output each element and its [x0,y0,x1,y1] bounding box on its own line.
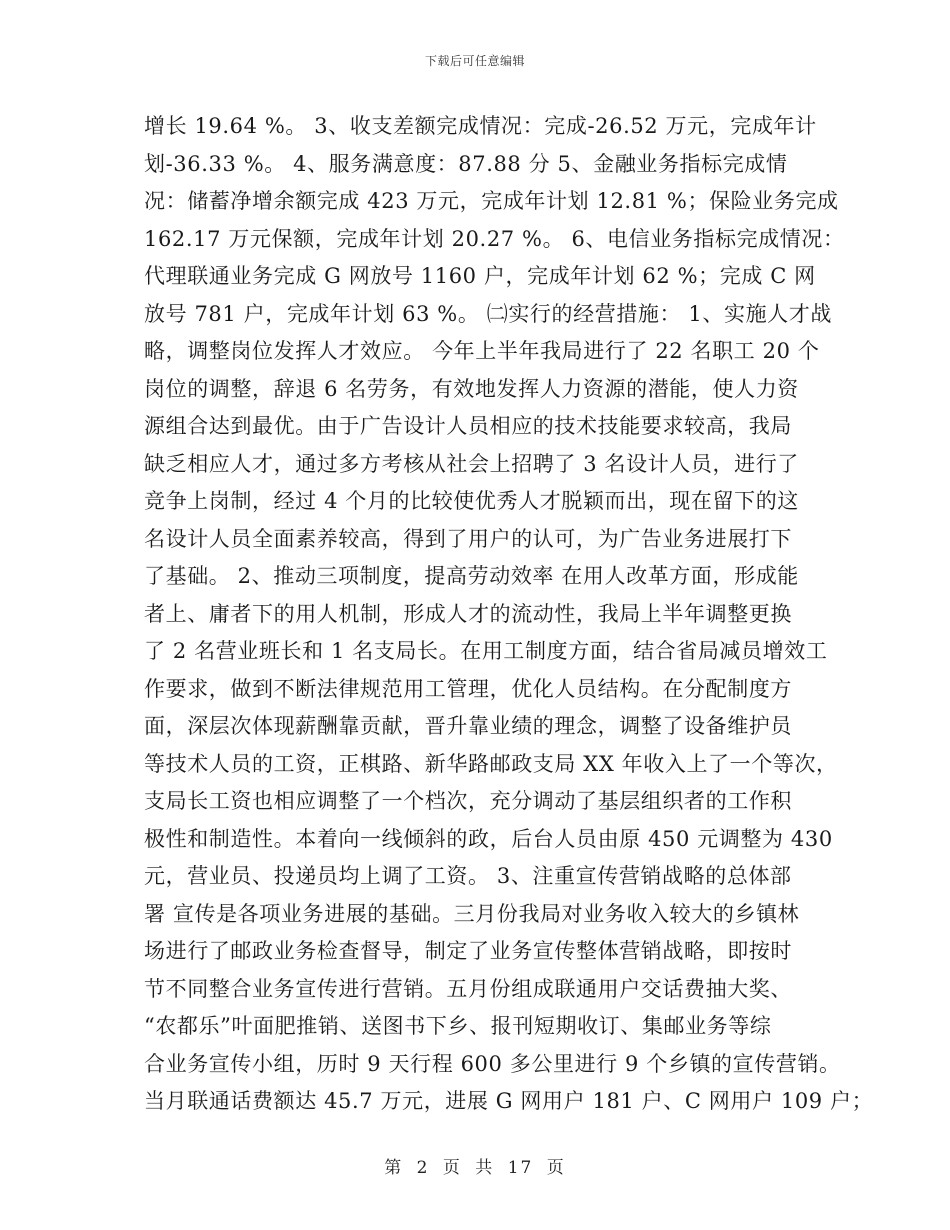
page-header: 下载后可任意编辑 [424,54,525,68]
text-line: 节不同整合业务宣传进行营销。五月份组成联通用户交话费抽大奖、 [144,976,792,1001]
text-line: 作要求，做到不断法律规范用工管理，优化人员结构。在分配制度方 [144,676,792,701]
text-line: 者上、庸者下的用人机制，形成人才的流动性，我局上半年调整更换 [144,601,792,626]
text-line: 合业务宣传小组，历时 9 天行程 600 多公里进行 9 个乡镇的宣传营销。 [144,1051,841,1076]
text-line: 了基础。 2、推动三项制度，提高劳动效率 在用人改革方面，形成能 [144,564,799,588]
text-line: 当月联通话费额达 45.7 万元，进展 G 网用户 181 户、C 网用户 109 户； [144,1089,874,1113]
text-line: “农都乐”叶面肥推销、送图书下乡、报刊短期收订、集邮业务等综 [144,1014,772,1038]
text-line: 署 宣传是各项业务进展的基础。三月份我局对业务收入较大的乡镇林 [144,901,800,926]
text-line: 竞争上岗制，经过 4 个月的比较使优秀人才脱颖而出，现在留下的这 [144,489,799,513]
page-number-footer: 第 2 页 共 17 页 [384,1158,566,1178]
document-body [144,108,874,1121]
text-line: 划-36.33 %。 4、服务满意度：87.88 分 5、金融业务指标完成情 [144,151,788,176]
text-line: 名设计人员全面素养较高，得到了用户的认可，为广告业务进展打下 [144,526,792,551]
text-line: 岗位的调整，辞退 6 名劳务，有效地发挥人力资源的潜能，使人力资 [144,376,799,401]
text-line: 场进行了邮政业务检查督导，制定了业务宣传整体营销战略，即按时 [144,939,792,963]
text-line: 代理联通业务完成 G 网放号 1160 户，完成年计划 62 %；完成 C 网 [144,264,816,288]
text-line: 源组合达到最优。由于广告设计人员相应的技术技能要求较高，我局 [144,414,792,438]
text-line: 放号 781 户，完成年计划 63 %。 ㈡实行的经营措施： 1、实施人才战 [144,301,832,326]
text-line: 极性和制造性。本着向一线倾斜的政，后台人员由原 450 元调整为 430 [144,826,833,851]
text-line: 了 2 名营业班长和 1 名支局长。在用工制度方面，结合省局减员增效工 [144,639,828,663]
text-line: 元，营业员、投递员均上调了工资。 3、注重宣传营销战略的总体部 [144,864,792,888]
text-line: 面，深层次体现薪酬靠贡献，晋升靠业绩的理念，调整了设备维护员 [144,714,792,738]
text-line: 略，调整岗位发挥人才效应。 今年上半年我局进行了 22 名职工 20 个 [144,339,820,363]
text-line: 况：储蓄净增余额完成 423 万元，完成年计划 12.81 %；保险业务完成 [144,189,839,213]
text-line: 增长 19.64 %。 3、收支差额完成情况：完成-26.52 万元，完成年计 [144,114,817,138]
text-line: 162.17 万元保额，完成年计划 20.27 %。 6、电信业务指标完成情况： [144,226,845,251]
text-line: 等技术人员的工资，正棋路、新华路邮政支局 XX 年收入上了一个等次， [144,751,838,776]
text-line: 支局长工资也相应调整了一个档次，充分调动了基层组织者的工作积 [144,789,792,813]
text-line: 缺乏相应人才，通过多方考核从社会上招聘了 3 名设计人员，进行了 [144,451,799,476]
